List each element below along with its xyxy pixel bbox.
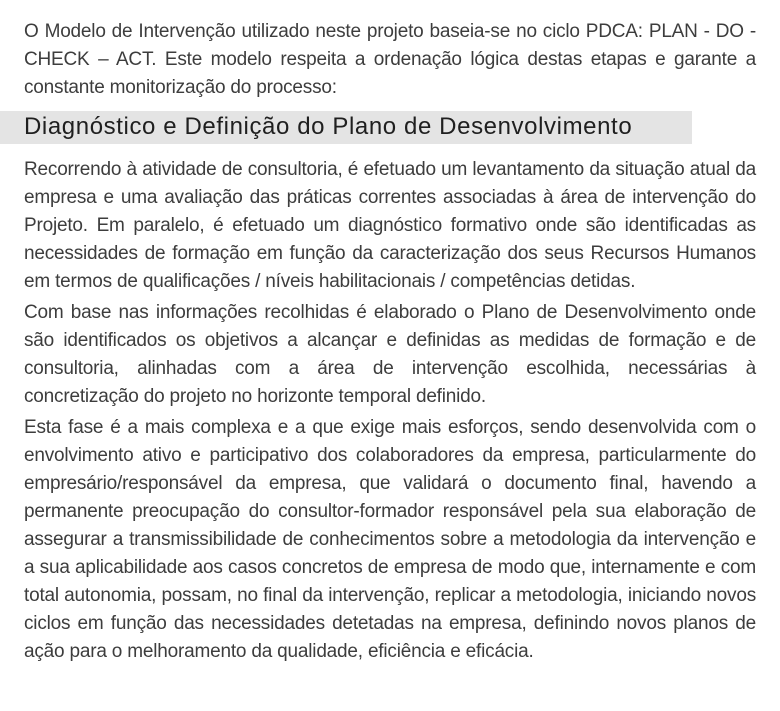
section-heading: Diagnóstico e Definição do Plano de Desenvolvimento: [0, 111, 692, 144]
section-body: [0, 156, 780, 666]
paragraph-plano: Com base nas informações recolhidas é elaborado o Plano de Desenvolvimento onde são identificados os objetivos a alcançar e definidas as medidas de formação e de consultoria, alinhadas com a área de intervenção escolhida, necessárias à concretização do projeto no horizonte temporal definido.: [24, 302, 756, 407]
intro-paragraph: O Modelo de Intervenção utilizado neste projeto baseia-se no ciclo PDCA: PLAN - DO - CHECK – ACT. Este modelo respeita a ordenação lógica destas etapas e garante a constante monitorização do processo:: [24, 21, 756, 98]
paragraph-diagnostico: Recorrendo à atividade de consultoria, é efetuado um levantamento da situação atual da empresa e uma avaliação das práticas correntes associadas à área de intervenção do Projeto. Em paralelo, é efetuado um diagnóstico formativo onde são identificadas as necessidades de formação em função da caracterização dos seus Recursos Humanos em termos de qualificações / níveis habilitacionais / competências detidas.: [24, 159, 756, 292]
paragraph-fase-complexa: Esta fase é a mais complexa e a que exige mais esforços, sendo desenvolvida com o envolvimento ativo e participativo dos colaboradores da empresa, particularmente do empresário/responsável da empresa, que validará o documento final, havendo a permanente preocupação do consultor-formador responsável pela sua elaboração de assegurar a transmissibilidade de conhecimentos sobre a metodologia da intervenção e a sua aplicabilidade aos casos concretos de empresa de modo que, internamente e com total autonomia, possam, no final da intervenção, replicar a metodologia, iniciando novos ciclos em função das necessidades detetadas na empresa, definindo novos planos de ação para o melhoramento da qualidade, eficiência e eficácia.: [24, 417, 756, 662]
